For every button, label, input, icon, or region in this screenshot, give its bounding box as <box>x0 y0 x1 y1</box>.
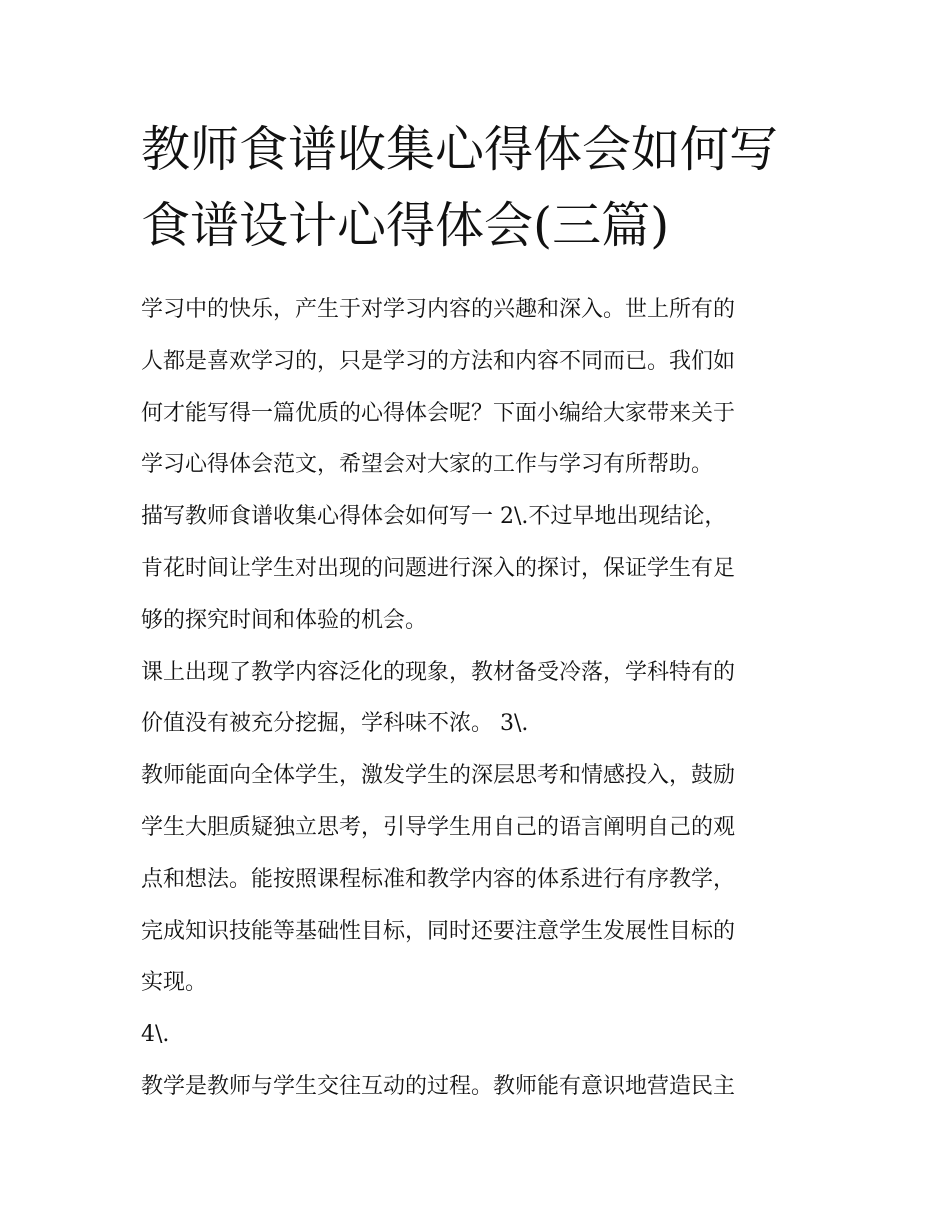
text-line: 课上出现了教学内容泛化的现象，教材备受冷落，学科特有的 <box>141 659 736 685</box>
title-line: 教师食谱收集心得体会如何写 <box>141 121 779 178</box>
paragraph-4 <box>141 750 821 1009</box>
paragraph-6 <box>141 1061 821 1113</box>
document-body <box>141 284 821 1113</box>
text-line: 完成知识技能等基础性目标，同时还要注意学生发展性目标的 <box>141 918 736 944</box>
text-line: 4\. <box>141 1022 170 1048</box>
title-line: 食谱设计心得体会(三篇) <box>141 197 670 254</box>
text-line: 学生大胆质疑独立思考，引导学生用自己的语言阐明自己的观 <box>141 814 736 840</box>
document-title <box>141 112 821 264</box>
document-page <box>141 112 821 1113</box>
text-line: 点和想法。能按照课程标准和教学内容的体系进行有序教学， <box>141 866 736 892</box>
paragraph-intro <box>141 284 821 491</box>
paragraph-5 <box>141 1009 821 1061</box>
paragraph-3 <box>141 647 821 751</box>
text-line: 实现。 <box>141 970 208 996</box>
text-line: 人都是喜欢学习的，只是学习的方法和内容不同而已。我们如 <box>141 348 736 374</box>
text-line: 教师能面向全体学生，激发学生的深层思考和情感投入，鼓励 <box>141 763 736 789</box>
paragraph-2 <box>141 491 821 646</box>
text-line: 何才能写得一篇优质的心得体会呢？下面小编给大家带来关于 <box>141 400 736 426</box>
text-line: 肯花时间让学生对出现的问题进行深入的探讨，保证学生有足 <box>141 555 736 581</box>
text-line: 教学是教师与学生交往互动的过程。教师能有意识地营造民主 <box>141 1073 736 1099</box>
text-line: 描写教师食谱收集心得体会如何写一 2\.不过早地出现结论， <box>141 504 727 530</box>
text-line: 学习心得体会范文，希望会对大家的工作与学习有所帮助。 <box>141 452 714 478</box>
text-line: 够的探究时间和体验的机会。 <box>141 607 428 633</box>
text-line: 学习中的快乐，产生于对学习内容的兴趣和深入。世上所有的 <box>141 297 736 322</box>
text-line: 价值没有被充分挖掘，学科味不浓。 3\. <box>141 711 529 737</box>
